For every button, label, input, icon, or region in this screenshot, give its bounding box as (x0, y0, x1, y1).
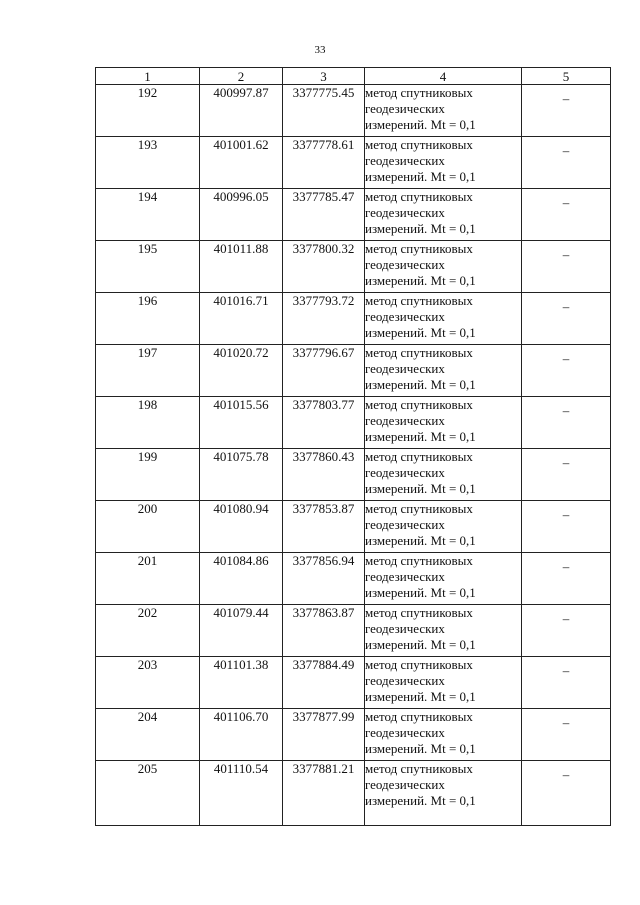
method-line-1: метод спутниковых (365, 345, 473, 360)
point-number-cell: 205 (96, 761, 200, 826)
point-number-cell: 201 (96, 553, 200, 605)
column-5-cell (522, 85, 611, 137)
method-line-3: измерений. Mt = 0,1 (365, 689, 476, 704)
column-header-3: 3 (283, 68, 365, 85)
method-line-3: измерений. Mt = 0,1 (365, 117, 476, 132)
point-number-cell: 199 (96, 449, 200, 501)
column-5-cell (522, 241, 611, 293)
y-coordinate-cell: 3377793.72 (283, 293, 365, 345)
y-coordinate-cell: 3377884.49 (283, 657, 365, 709)
method-line-1: метод спутниковых (365, 709, 473, 724)
method-line-2: геодезических (365, 257, 445, 272)
method-line-2: геодезических (365, 101, 445, 116)
column-header-1: 1 (96, 68, 200, 85)
method-line-1: метод спутниковых (365, 605, 473, 620)
method-line-1: метод спутниковых (365, 85, 473, 100)
table-header-row (96, 68, 611, 85)
table-row (96, 449, 611, 501)
method-line-1: метод спутниковых (365, 189, 473, 204)
x-coordinate-cell: 401016.71 (200, 293, 283, 345)
y-coordinate-cell: 3377803.77 (283, 397, 365, 449)
method-line-1: метод спутниковых (365, 553, 473, 568)
dash-value: – (562, 767, 570, 782)
method-line-3: измерений. Mt = 0,1 (365, 169, 476, 184)
dash-value: – (562, 247, 570, 262)
table-row (96, 189, 611, 241)
method-line-2: геодезических (365, 569, 445, 584)
method-line-3: измерений. Mt = 0,1 (365, 325, 476, 340)
method-cell (365, 553, 522, 605)
method-line-2: геодезических (365, 673, 445, 688)
x-coordinate-cell: 401079.44 (200, 605, 283, 657)
dash-value: – (562, 663, 570, 678)
table-row (96, 345, 611, 397)
column-5-cell (522, 189, 611, 241)
method-line-2: геодезических (365, 465, 445, 480)
x-coordinate-cell: 400996.05 (200, 189, 283, 241)
column-5-cell (522, 553, 611, 605)
y-coordinate-cell: 3377860.43 (283, 449, 365, 501)
method-cell (365, 657, 522, 709)
page-number: 33 (314, 44, 326, 56)
table-row (96, 241, 611, 293)
method-line-1: метод спутниковых (365, 501, 473, 516)
point-number-cell: 197 (96, 345, 200, 397)
column-5-cell (522, 449, 611, 501)
method-line-2: геодезических (365, 413, 445, 428)
method-line-2: геодезических (365, 153, 445, 168)
method-line-3: измерений. Mt = 0,1 (365, 741, 476, 756)
method-line-1: метод спутниковых (365, 293, 473, 308)
table-row (96, 137, 611, 189)
x-coordinate-cell: 401080.94 (200, 501, 283, 553)
column-5-cell (522, 605, 611, 657)
point-number-cell: 202 (96, 605, 200, 657)
column-5-cell (522, 137, 611, 189)
method-line-1: метод спутниковых (365, 657, 473, 672)
method-line-1: метод спутниковых (365, 241, 473, 256)
method-cell (365, 137, 522, 189)
column-header-4: 4 (365, 68, 522, 85)
y-coordinate-cell: 3377778.61 (283, 137, 365, 189)
method-cell (365, 241, 522, 293)
method-line-3: измерений. Mt = 0,1 (365, 221, 476, 236)
method-line-2: геодезических (365, 621, 445, 636)
method-line-3: измерений. Mt = 0,1 (365, 533, 476, 548)
dash-value: – (562, 299, 570, 314)
column-header-5: 5 (522, 68, 611, 85)
point-number-cell: 192 (96, 85, 200, 137)
method-line-2: геодезических (365, 777, 445, 792)
method-cell (365, 293, 522, 345)
column-5-cell (522, 501, 611, 553)
method-line-3: измерений. Mt = 0,1 (365, 273, 476, 288)
x-coordinate-cell: 401106.70 (200, 709, 283, 761)
method-line-3: измерений. Mt = 0,1 (365, 429, 476, 444)
x-coordinate-cell: 401001.62 (200, 137, 283, 189)
dash-value: – (562, 455, 570, 470)
y-coordinate-cell: 3377853.87 (283, 501, 365, 553)
table-body (96, 85, 611, 826)
method-cell (365, 709, 522, 761)
method-line-1: метод спутниковых (365, 449, 473, 464)
method-line-3: измерений. Mt = 0,1 (365, 793, 476, 808)
column-5-cell (522, 761, 611, 826)
method-cell (365, 397, 522, 449)
y-coordinate-cell: 3377877.99 (283, 709, 365, 761)
column-5-cell (522, 397, 611, 449)
dash-value: – (562, 403, 570, 418)
method-line-3: измерений. Mt = 0,1 (365, 637, 476, 652)
table-row (96, 85, 611, 137)
table-row (96, 397, 611, 449)
method-line-3: измерений. Mt = 0,1 (365, 377, 476, 392)
column-5-cell (522, 709, 611, 761)
point-number-cell: 195 (96, 241, 200, 293)
y-coordinate-cell: 3377775.45 (283, 85, 365, 137)
method-line-2: геодезических (365, 361, 445, 376)
y-coordinate-cell: 3377800.32 (283, 241, 365, 293)
method-line-3: измерений. Mt = 0,1 (365, 585, 476, 600)
dash-value: – (562, 507, 570, 522)
method-line-2: геодезических (365, 309, 445, 324)
point-number-cell: 194 (96, 189, 200, 241)
dash-value: – (562, 715, 570, 730)
x-coordinate-cell: 400997.87 (200, 85, 283, 137)
point-number-cell: 203 (96, 657, 200, 709)
table-row (96, 605, 611, 657)
point-number-cell: 193 (96, 137, 200, 189)
column-5-cell (522, 657, 611, 709)
method-cell (365, 605, 522, 657)
coordinates-table (95, 67, 611, 826)
y-coordinate-cell: 3377785.47 (283, 189, 365, 241)
column-5-cell (522, 293, 611, 345)
method-line-1: метод спутниковых (365, 137, 473, 152)
table-row (96, 657, 611, 709)
table-row (96, 553, 611, 605)
table-row (96, 761, 611, 826)
table-row (96, 293, 611, 345)
dash-value: – (562, 559, 570, 574)
method-cell (365, 345, 522, 397)
y-coordinate-cell: 3377856.94 (283, 553, 365, 605)
method-cell (365, 761, 522, 826)
column-header-2: 2 (200, 68, 283, 85)
y-coordinate-cell: 3377863.87 (283, 605, 365, 657)
column-5-cell (522, 345, 611, 397)
x-coordinate-cell: 401110.54 (200, 761, 283, 826)
x-coordinate-cell: 401101.38 (200, 657, 283, 709)
point-number-cell: 198 (96, 397, 200, 449)
method-cell (365, 85, 522, 137)
y-coordinate-cell: 3377881.21 (283, 761, 365, 826)
dash-value: – (562, 195, 570, 210)
method-line-3: измерений. Mt = 0,1 (365, 481, 476, 496)
y-coordinate-cell: 3377796.67 (283, 345, 365, 397)
point-number-cell: 204 (96, 709, 200, 761)
method-line-2: геодезических (365, 205, 445, 220)
method-cell (365, 501, 522, 553)
dash-value: – (562, 91, 570, 106)
method-cell (365, 189, 522, 241)
point-number-cell: 196 (96, 293, 200, 345)
method-line-1: метод спутниковых (365, 397, 473, 412)
method-line-2: геодезических (365, 725, 445, 740)
x-coordinate-cell: 401011.88 (200, 241, 283, 293)
x-coordinate-cell: 401015.56 (200, 397, 283, 449)
table-row (96, 709, 611, 761)
dash-value: – (562, 611, 570, 626)
method-line-1: метод спутниковых (365, 761, 473, 776)
method-line-2: геодезических (365, 517, 445, 532)
point-number-cell: 200 (96, 501, 200, 553)
x-coordinate-cell: 401084.86 (200, 553, 283, 605)
method-cell (365, 449, 522, 501)
x-coordinate-cell: 401075.78 (200, 449, 283, 501)
x-coordinate-cell: 401020.72 (200, 345, 283, 397)
dash-value: – (562, 143, 570, 158)
dash-value: – (562, 351, 570, 366)
table-row (96, 501, 611, 553)
